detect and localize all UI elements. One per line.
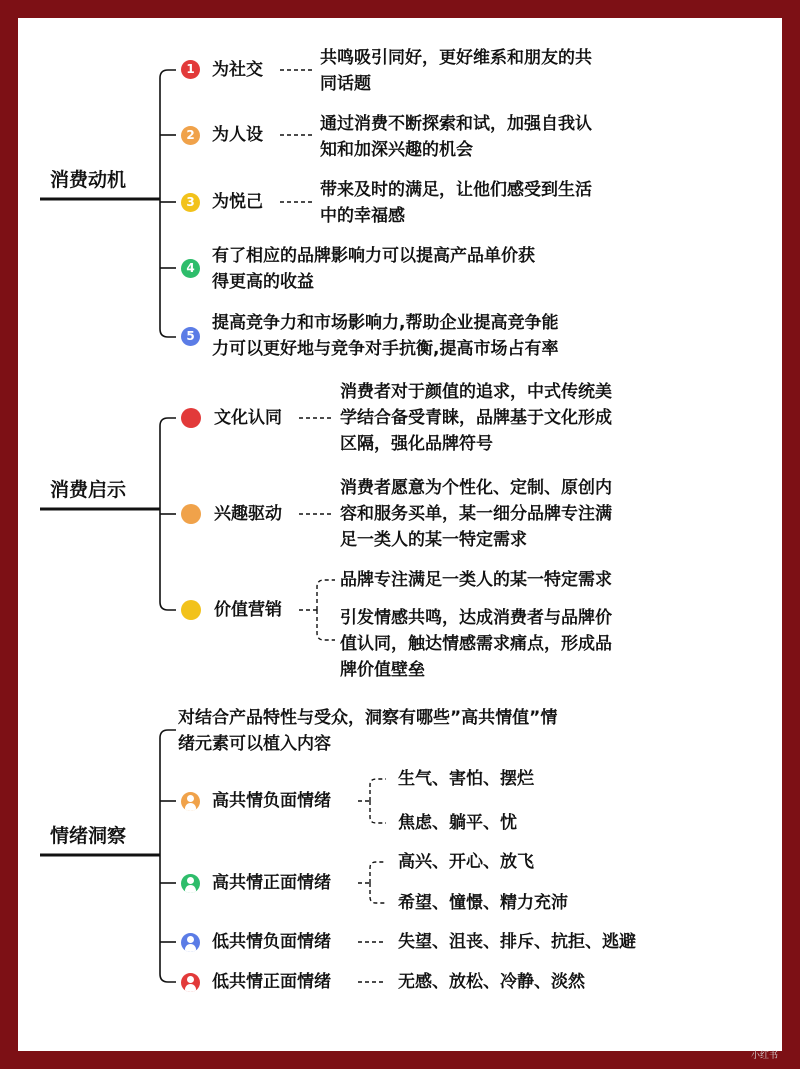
emotion-intro-line1: 对结合产品特性与受众，洞察有哪些”高共情值”情: [178, 708, 558, 728]
motivation-item-1-label: 为社交: [212, 60, 263, 80]
root-emotion-title: 情绪洞察: [50, 825, 127, 847]
motivation-item-2-label: 为人设: [212, 125, 263, 145]
inspiration-item-3-sub2-line3: 牌价值壁垒: [340, 660, 425, 680]
red-dot-icon: [181, 408, 201, 428]
emotion-item-1-sub2: 焦虑、躺平、忧: [398, 813, 517, 833]
motivation-item-3-desc-line2: 中的幸福感: [320, 206, 405, 226]
inspiration-item-3-sub2-line2: 值认同，触达情感需求痛点，形成品: [340, 634, 612, 654]
inspiration-item-1-desc-line1: 消费者对于颜值的追求，中式传统美: [340, 382, 612, 402]
motivation-item-4-text-line1: 有了相应的品牌影响力可以提高产品单价获: [212, 246, 535, 266]
inspiration-item-1-label: 文化认同: [214, 408, 282, 428]
number-2-badge-icon: 2: [181, 126, 200, 145]
emotion-item-2-sub2: 希望、憧憬、精力充沛: [398, 893, 568, 913]
emotion-item-1-sub1: 生气、害怕、摆烂: [398, 769, 534, 789]
emotion-item-3-label: 低共情负面情绪: [212, 932, 331, 952]
number-1-badge-icon: 1: [181, 60, 200, 79]
emotion-item-4-sub1: 无感、放松、冷静、淡然: [398, 972, 585, 992]
motivation-item-3-desc-line1: 带来及时的满足，让他们感受到生活: [320, 180, 592, 200]
user-blue-icon: [181, 933, 200, 952]
inspiration-item-2-desc-line3: 足一类人的某一特定需求: [340, 530, 527, 550]
emotion-item-4-label: 低共情正面情绪: [212, 972, 331, 992]
inspiration-item-1-desc-line3: 区隔，强化品牌符号: [340, 434, 493, 454]
orange-dot-icon: [181, 504, 201, 524]
emotion-item-2-label: 高共情正面情绪: [212, 873, 331, 893]
user-green-icon: [181, 874, 200, 893]
inspiration-item-2-label: 兴趣驱动: [214, 504, 282, 524]
inspiration-item-2-desc-line2: 容和服务买单，某一细分品牌专注满: [340, 504, 612, 524]
emotion-item-2-sub1: 高兴、开心、放飞: [398, 852, 534, 872]
emotion-item-3-sub1: 失望、沮丧、排斥、抗拒、逃避: [398, 932, 636, 952]
inspiration-item-3-sub1: 品牌专注满足一类人的某一特定需求: [340, 570, 612, 590]
emotion-intro-line2: 绪元素可以植入内容: [178, 734, 331, 754]
motivation-item-5-text-line2: 力可以更好地与竞争对手抗衡,提高市场占有率: [212, 339, 559, 359]
root-motivation-title: 消费动机: [50, 169, 127, 191]
user-orange-icon: [181, 792, 200, 811]
motivation-item-1-desc-line1: 共鸣吸引同好，更好维系和朋友的共: [320, 48, 592, 68]
motivation-item-2-desc-line2: 知和加深兴趣的机会: [320, 140, 473, 160]
inspiration-item-3-label: 价值营销: [214, 600, 282, 620]
user-red-icon: [181, 973, 200, 992]
motivation-item-5-text-line1: 提高竞争力和市场影响力,帮助企业提高竞争能: [212, 313, 559, 333]
number-4-badge-icon: 4: [181, 259, 200, 278]
number-5-badge-icon: 5: [181, 327, 200, 346]
yellow-dot-icon: [181, 600, 201, 620]
motivation-item-2-desc-line1: 通过消费不断探索和试，加强自我认: [320, 114, 592, 134]
motivation-item-1-desc-line2: 同话题: [320, 74, 371, 94]
inspiration-item-3-sub2-line1: 引发情感共鸣，达成消费者与品牌价: [340, 608, 612, 628]
watermark: 小红书: [750, 1051, 778, 1061]
motivation-item-3-label: 为悦己: [212, 192, 263, 212]
number-3-badge-icon: 3: [181, 193, 200, 212]
emotion-item-1-label: 高共情负面情绪: [212, 791, 331, 811]
motivation-item-4-text-line2: 得更高的收益: [212, 272, 314, 292]
inspiration-item-2-desc-line1: 消费者愿意为个性化、定制、原创内: [340, 478, 612, 498]
inspiration-item-1-desc-line2: 学结合备受青睐，品牌基于文化形成: [340, 408, 612, 428]
root-inspiration-title: 消费启示: [50, 479, 127, 501]
